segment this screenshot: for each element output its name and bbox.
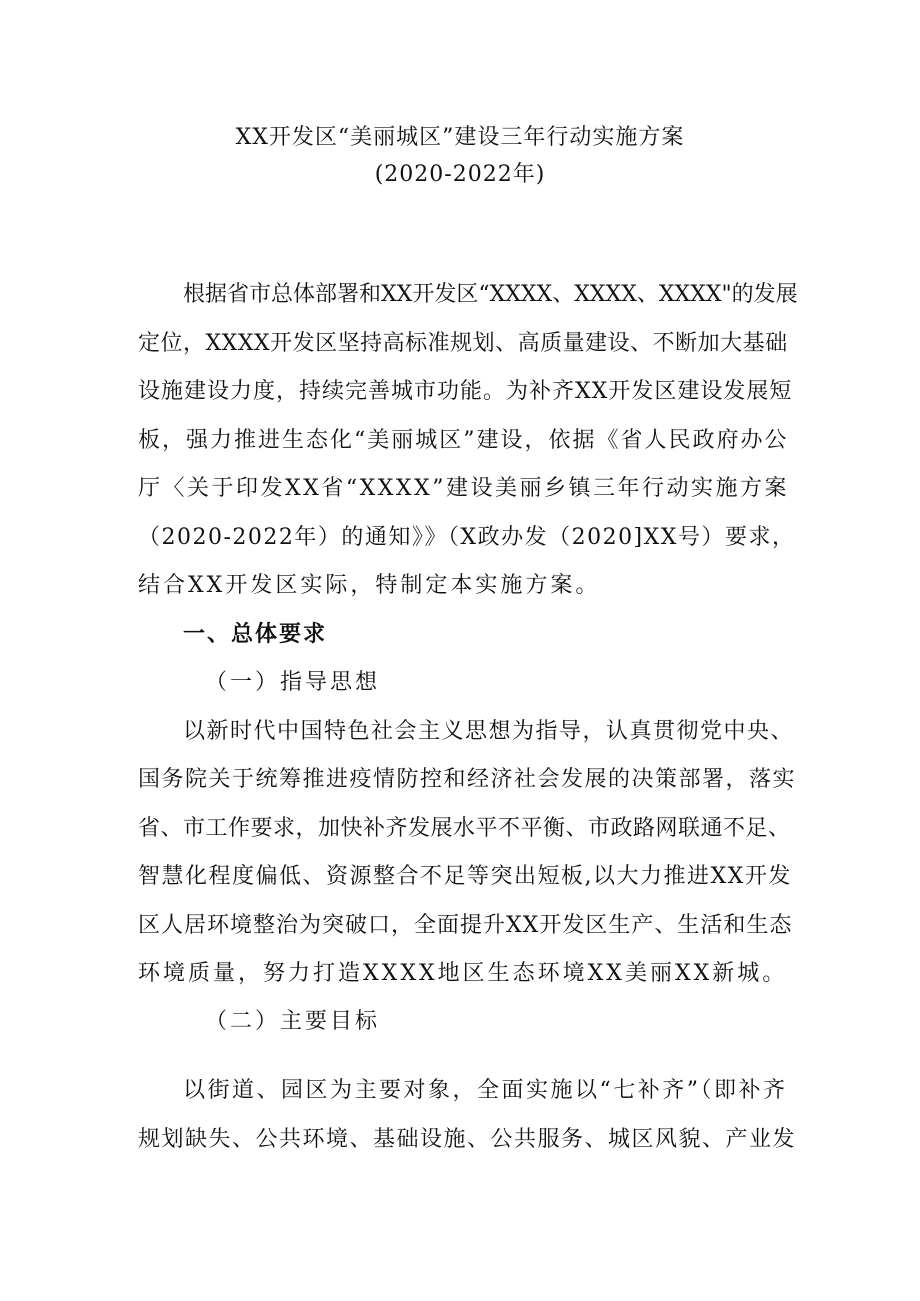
subsection-2-heading: （二）主要目标 (205, 1009, 381, 1034)
intro-line-7: 结合XX开发区实际，特制定本实施方案。 (138, 573, 601, 598)
sub2-line-1: 以街道、园区为主要对象，全面实施以“七补齐”（即补齐 (183, 1078, 788, 1103)
section-1-heading: 一、总体要求 (183, 622, 328, 647)
sub1-line-5: 区人居环境整治为突破口，全面提升XX开发区生产、生活和生态 (138, 913, 793, 938)
sub1-line-3: 省、市工作要求，加快补齐发展水平不平衡、市政路网联通不足、 (138, 816, 791, 841)
intro-line-4: 板，强力推进生态化“美丽城区”建设，依据《省人民政府办公 (138, 428, 789, 453)
intro-line-5: 厅〈关于印发XX省“XXXX”建设美丽乡镇三年行动实施方案 (138, 476, 789, 501)
document-title: XX开发区“美丽城区”建设三年行动实施方案 (235, 125, 685, 150)
subsection-1-heading: （一）指导思想 (205, 670, 381, 695)
intro-line-6: （2020-2022年）的通知》》（X政办发（2020]XX号）要求， (138, 525, 796, 550)
sub1-line-6: 环境质量，努力打造XXXX地区生态环境XX美丽XX新城。 (138, 961, 788, 986)
sub1-line-1: 以新时代中国特色社会主义思想为指导，认真贯彻党中央、 (183, 719, 795, 744)
intro-line-3: 设施建设力度，持续完善城市功能。为补齐XX开发区建设发展短 (138, 379, 793, 404)
sub1-line-2: 国务院关于统筹推进疫情防控和经济社会发展的决策部署，落实 (138, 767, 797, 792)
sub2-line-2: 规划缺失、公共环境、基础设施、公共服务、城区风貌、产业发 (138, 1127, 797, 1152)
sub1-line-4: 智慧化程度偏低、资源整合不足等突出短板,以大力推进XX开发 (138, 864, 792, 889)
document-subtitle: (2020-2022年) (374, 162, 546, 187)
intro-line-2: 定位，XXXX开发区坚持高标准规划、高质量建设、不断加大基础 (138, 331, 788, 356)
intro-line-1: 根据省市总体部署和XX开发区“XXXX、XXXX、XXXX"的发展 (183, 282, 798, 307)
